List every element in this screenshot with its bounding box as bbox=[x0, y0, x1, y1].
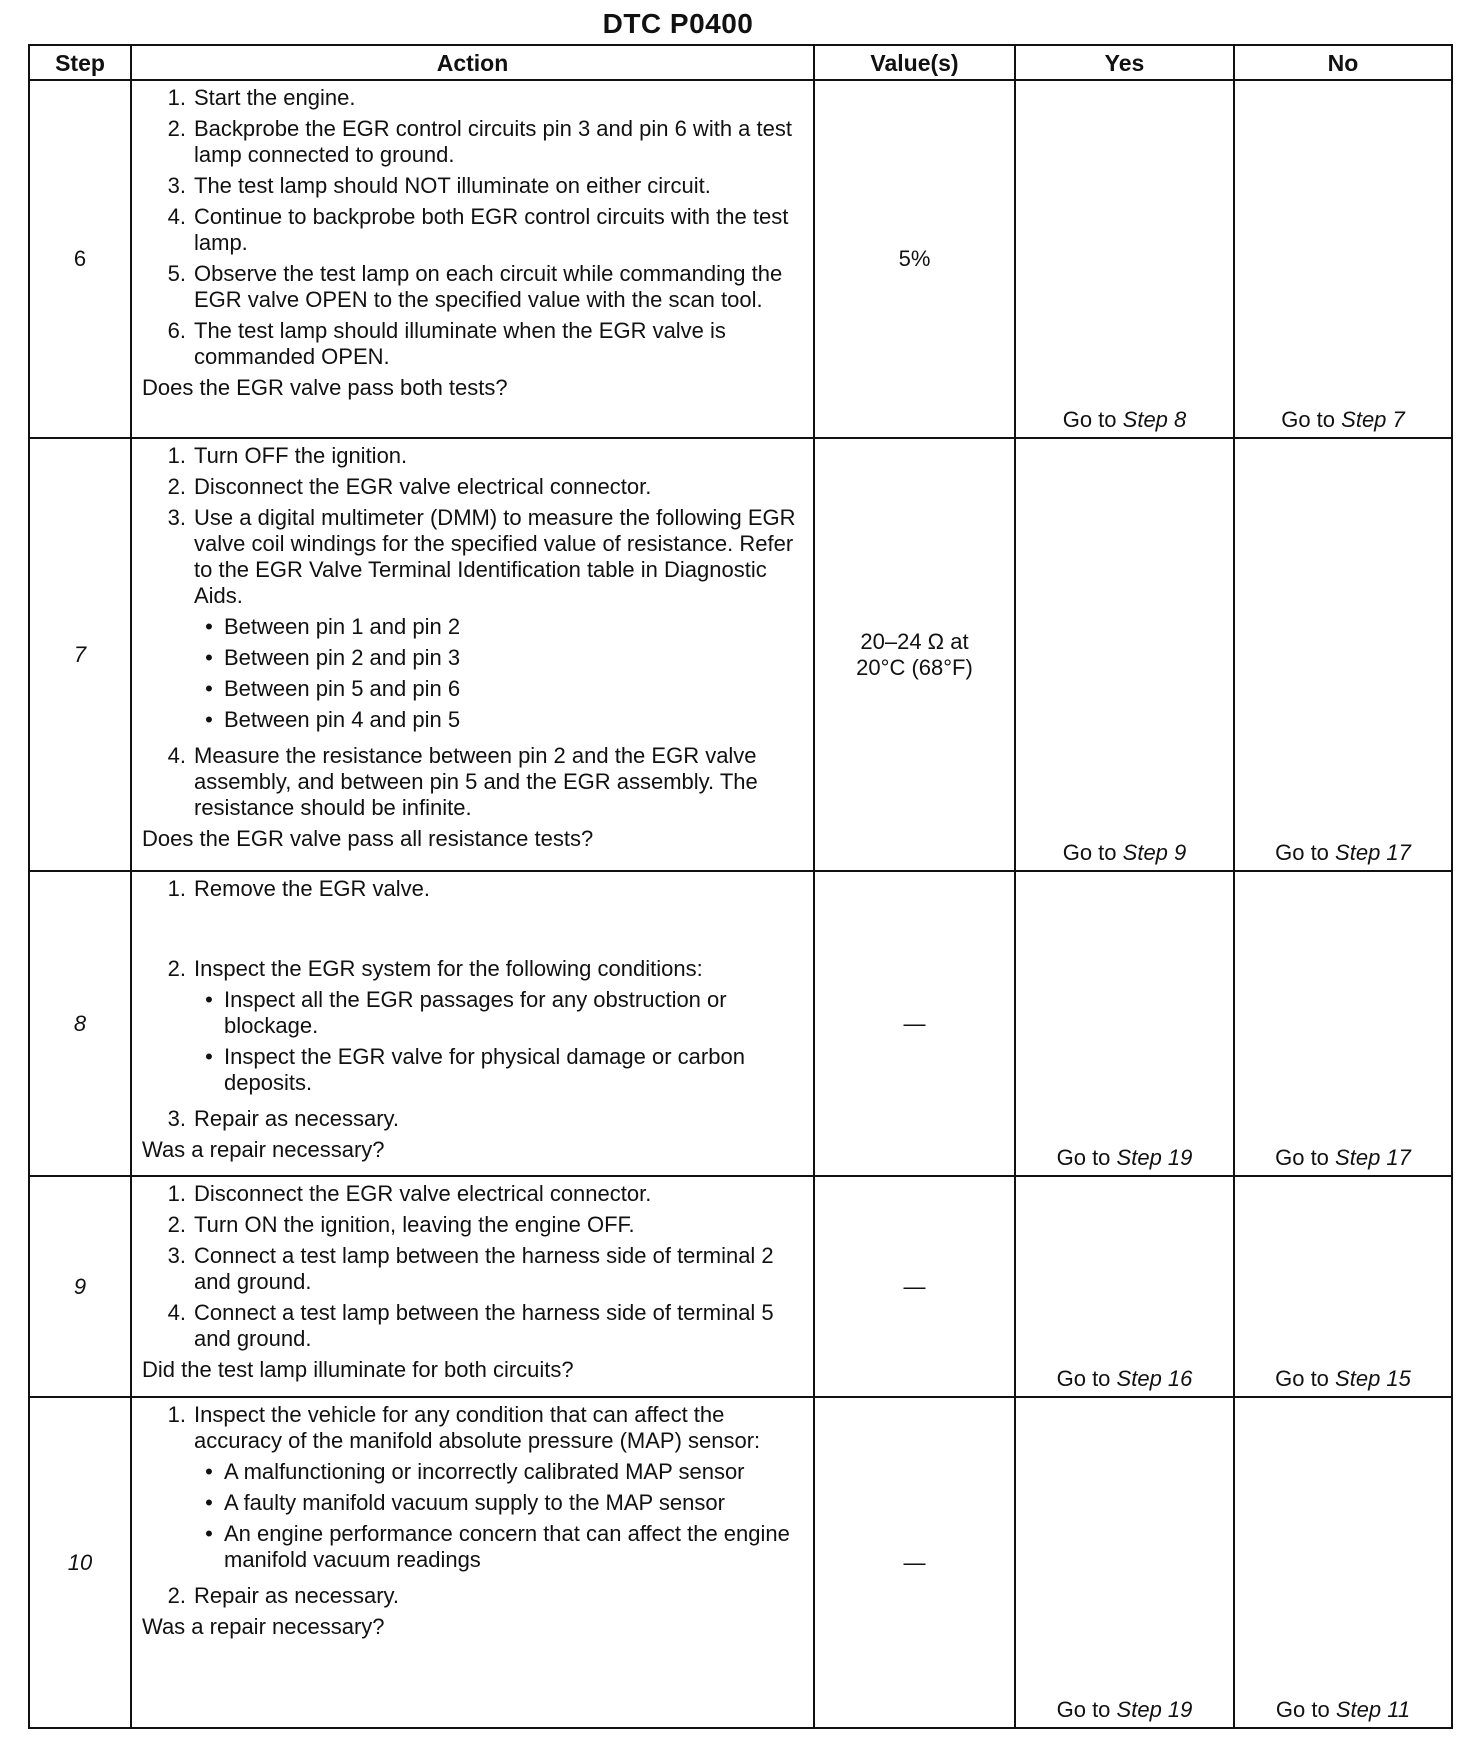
value-cell: 5% bbox=[814, 80, 1015, 438]
action-item: 4. Continue to backprobe both EGR control circuits with the test lamp. bbox=[167, 204, 789, 255]
action-item: 4. Connect a test lamp between the harness side of terminal 5 and ground. bbox=[167, 1300, 774, 1351]
action-cell bbox=[131, 80, 814, 438]
no-step-link: Step 7 bbox=[1341, 407, 1405, 432]
action-item: 1. Turn OFF the ignition. bbox=[167, 443, 408, 468]
no-cell: Go to Step 7 bbox=[1234, 80, 1452, 438]
bullet-item: • A faulty manifold vacuum supply to the MAP sensor bbox=[205, 1490, 725, 1515]
no-step-link: Step 11 bbox=[1335, 1697, 1411, 1722]
yes-cell: Go to Step 8 bbox=[1015, 80, 1234, 438]
value-cell: — bbox=[814, 871, 1015, 1176]
yes-cell: Go to Step 19 bbox=[1015, 871, 1234, 1176]
action-item: 2. Inspect the EGR system for the following conditions: • Inspect all the EGR passages for any obstruction or blockage. • Inspect the EGR valve for physical damage or carbon deposits. bbox=[142, 956, 803, 1101]
no-step-link: Step 15 bbox=[1335, 1366, 1411, 1391]
diagnostic-table bbox=[28, 44, 1453, 1729]
action-item: 3. Connect a test lamp between the harness side of terminal 2 and ground. bbox=[167, 1243, 774, 1294]
table-row bbox=[29, 871, 1452, 1176]
action-item: 1. Remove the EGR valve. bbox=[167, 876, 430, 901]
action-item: 5. Observe the test lamp on each circuit while commanding the EGR valve OPEN to the specified value with the scan tool. bbox=[167, 261, 783, 312]
action-cell bbox=[131, 1397, 814, 1728]
no-cell: Go to Step 17 bbox=[1234, 438, 1452, 871]
yes-cell: Go to Step 16 bbox=[1015, 1176, 1234, 1397]
action-item: 2. Disconnect the EGR valve electrical connector. bbox=[167, 474, 652, 499]
yes-cell: Go to Step 9 bbox=[1015, 438, 1234, 871]
bullet-item: • An engine performance concern that can affect the engine manifold vacuum readings bbox=[205, 1521, 790, 1572]
step-number: 10 bbox=[29, 1397, 131, 1728]
bullet-item: • Between pin 2 and pin 3 bbox=[205, 645, 461, 670]
action-item: 4. Measure the resistance between pin 2 and the EGR valve assembly, and between pin 5 and the EGR assembly. The resistance should be infinite. bbox=[167, 743, 758, 820]
bullet-item: • Between pin 1 and pin 2 bbox=[205, 614, 461, 639]
bullet-item: • A malfunctioning or incorrectly calibrated MAP sensor bbox=[205, 1459, 745, 1484]
value-cell: — bbox=[814, 1176, 1015, 1397]
header-no: No bbox=[1234, 45, 1452, 80]
step-number: 8 bbox=[29, 871, 131, 1176]
action-item: 6. The test lamp should illuminate when the EGR valve is commanded OPEN. bbox=[167, 318, 726, 369]
action-cell bbox=[131, 871, 814, 1176]
action-item: 1. Inspect the vehicle for any condition that can affect the accuracy of the manifold absolute pressure (MAP) sensor: • A malfunctioning or incorrectly calibrated MAP sensor • A faulty manifold vacuum supply to the MAP sensor • An engine performance concern that can affect the engine manifold vacuum readings bbox=[142, 1402, 803, 1578]
no-cell: Go to Step 11 bbox=[1234, 1397, 1452, 1728]
step-number: 7 bbox=[29, 438, 131, 871]
step-question: Was a repair necessary? bbox=[142, 1614, 385, 1639]
no-cell: Go to Step 15 bbox=[1234, 1176, 1452, 1397]
action-item: 2. Turn ON the ignition, leaving the engine OFF. bbox=[167, 1212, 635, 1237]
yes-cell: Go to Step 19 bbox=[1015, 1397, 1234, 1728]
no-step-link: Step 17 bbox=[1335, 1145, 1411, 1170]
action-item: 3. Use a digital multimeter (DMM) to measure the following EGR valve coil windings for the specified value of resistance. Refer to the EGR Valve Terminal Identification table in Diagnostic Aids. • Between pin 1 and pin 2 • Between pin 2 and pin 3 • Between pin 5 and pin 6 • Between pin 4 and pin 5 bbox=[142, 505, 803, 738]
header-row bbox=[29, 45, 1452, 80]
yes-step-link: Step 19 bbox=[1116, 1145, 1193, 1170]
action-item: 2. Backprobe the EGR control circuits pin 3 and pin 6 with a test lamp connected to ground. bbox=[167, 116, 792, 167]
step-question: Does the EGR valve pass all resistance tests? bbox=[142, 826, 594, 851]
table-row bbox=[29, 1397, 1452, 1728]
no-step-link: Step 17 bbox=[1335, 840, 1411, 865]
table-row bbox=[29, 80, 1452, 438]
action-cell bbox=[131, 1176, 814, 1397]
page-title: DTC P0400 bbox=[602, 8, 754, 39]
value-cell: 20–24 Ω at 20°C (68°F) bbox=[814, 438, 1015, 871]
yes-step-link: Step 9 bbox=[1122, 840, 1187, 865]
bullet-item: • Inspect all the EGR passages for any obstruction or blockage. bbox=[205, 987, 727, 1038]
step-question: Does the EGR valve pass both tests? bbox=[142, 375, 508, 400]
yes-step-link: Step 19 bbox=[1116, 1697, 1193, 1722]
action-item: 3. The test lamp should NOT illuminate on either circuit. bbox=[167, 173, 711, 198]
value-cell: — bbox=[814, 1397, 1015, 1728]
table-row bbox=[29, 438, 1452, 871]
bullet-item: • Inspect the EGR valve for physical damage or carbon deposits. bbox=[205, 1044, 745, 1095]
header-values: Value(s) bbox=[814, 45, 1015, 80]
action-item: 1. Start the engine. bbox=[167, 85, 356, 110]
bullet-item: • Between pin 4 and pin 5 bbox=[205, 707, 461, 732]
step-question: Was a repair necessary? bbox=[142, 1137, 385, 1162]
header-step: Step bbox=[29, 45, 131, 80]
spacer bbox=[142, 907, 803, 951]
table-row bbox=[29, 1176, 1452, 1397]
header-yes: Yes bbox=[1015, 45, 1234, 80]
step-question: Did the test lamp illuminate for both circuits? bbox=[142, 1357, 574, 1382]
step-number: 6 bbox=[29, 80, 131, 438]
action-cell bbox=[131, 438, 814, 871]
action-item: 3. Repair as necessary. bbox=[167, 1106, 400, 1131]
bullet-item: • Between pin 5 and pin 6 bbox=[205, 676, 461, 701]
step-number: 9 bbox=[29, 1176, 131, 1397]
no-cell: Go to Step 17 bbox=[1234, 871, 1452, 1176]
yes-step-link: Step 16 bbox=[1116, 1366, 1193, 1391]
action-item: 1. Disconnect the EGR valve electrical connector. bbox=[167, 1181, 652, 1206]
action-item: 2. Repair as necessary. bbox=[167, 1583, 400, 1608]
header-action: Action bbox=[131, 45, 814, 80]
yes-step-link: Step 8 bbox=[1122, 407, 1187, 432]
